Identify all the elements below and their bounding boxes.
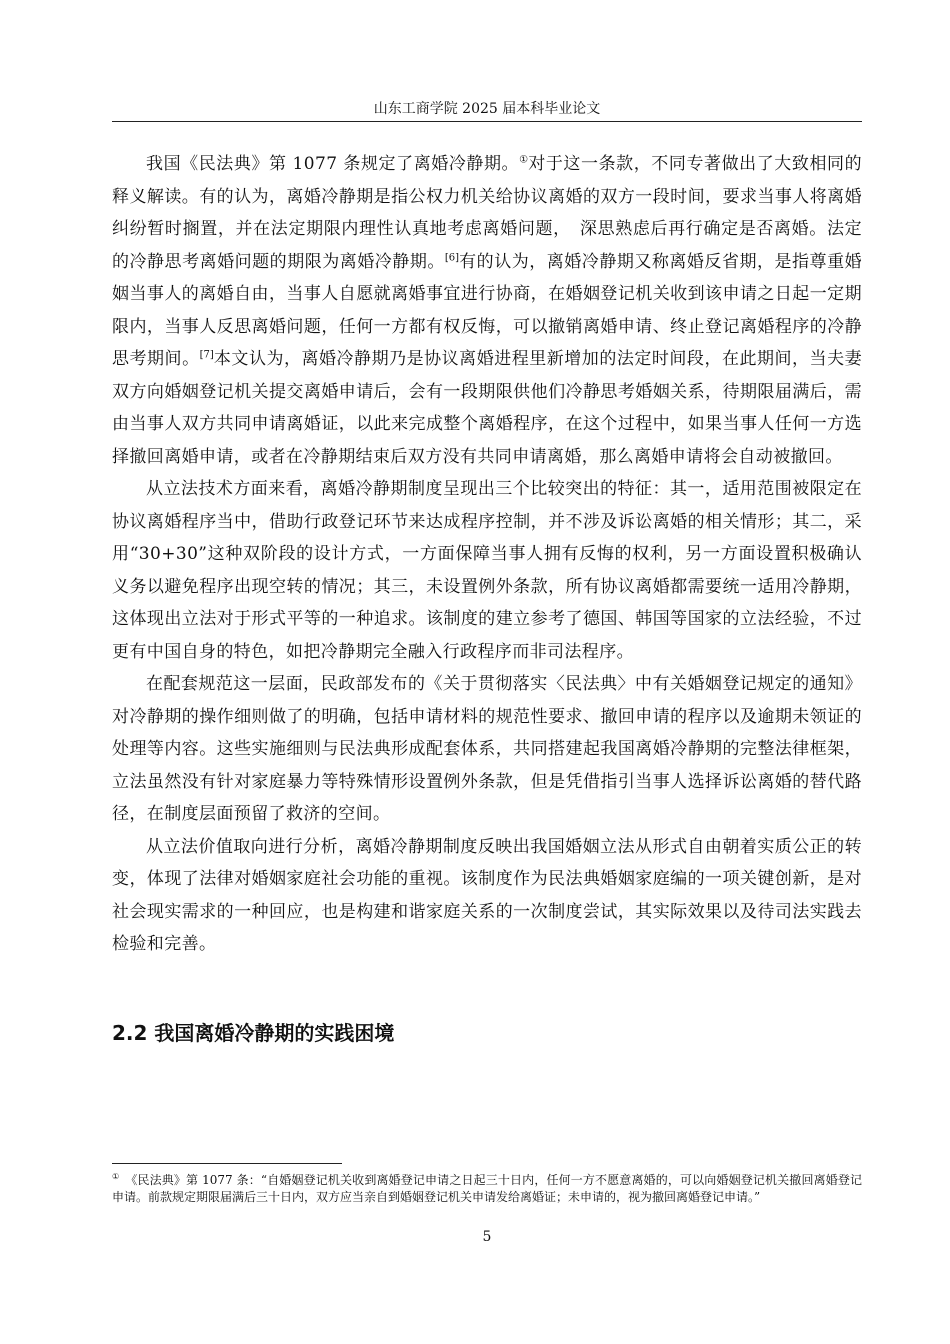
- paragraph-1-part-1: 我国《民法典》第 1077 条规定了离婚冷静期。: [146, 154, 520, 174]
- section-heading: 2.2 我国离婚冷静期的实践困境: [112, 1021, 395, 1045]
- citation-6: [6]: [444, 251, 460, 263]
- footnote-mark: ①: [112, 1172, 120, 1181]
- page-header: 山东工商学院 2025 届本科毕业论文: [373, 101, 601, 117]
- header-rule: [112, 121, 862, 122]
- paragraph-1: [112, 148, 862, 473]
- footnote-text: 《民法典》第 1077 条：“自婚姻登记机关收到离婚登记申请之日起三十日内，任何一方不愿意离婚的，可以向婚姻登记机关撤回离婚登记申请。前款规定期限届满后三十日内，双方应当亲自到婚姻登记机关申请发给离婚证；未申请的，视为撤回离婚登记申请。”: [112, 1173, 863, 1204]
- footnote-marker: ①: [519, 154, 529, 166]
- paragraph-1-part-4: 本文认为，离婚冷静期乃是协议离婚进程里新增加的法定时间段，在此期间，当夫妻双方向婚姻登记机关提交离婚申请后，会有一段期限供他们冷静思考婚姻关系，待期限届满后，需由当事人双方共同申请离婚证，以此来完成整个离婚程序，在这个过程中，如果当事人任何一方选择撤回离婚申请，或者在冷静期结束后双方没有共同申请离婚，那么离婚申请将会自动被撤回。: [112, 349, 862, 467]
- paragraph-2: 从立法技术方面来看，离婚冷静期制度呈现出三个比较突出的特征：其一，适用范围被限定在协议离婚程序当中，借助行政登记环节来达成程序控制，并不涉及诉讼离婚的相关情形；其二，采用“30+30”这种双阶段的设计方式，一方面保障当事人拥有反悔的权利，另一方面设置积极确认义务以避免程序出现空转的情况；其三，未设置例外条款，所有协议离婚都需要统一适用冷静期，这体现出立法对于形式平等的一种追求。该制度的建立参考了德国、韩国等国家的立法经验，不过更有中国自身的特色，如把冷静期完全融入行政程序而非司法程序。: [112, 479, 862, 662]
- paragraph-1-part-2: 对于这一条款，不同专著做出了大致相同的释义解读。有的认为，离婚冷静期是指公权力机关给协议离婚的双方一段时间，要求当事人将离婚纠纷暂时搁置，并在法定期限内理性认真地考虑离婚问题， 深思熟虑后再行确定是否离婚。法定的冷静思考离婚问题的期限为离婚冷静期。: [112, 154, 862, 272]
- footnote: [112, 1168, 862, 1206]
- footnote-rule: [112, 1163, 342, 1164]
- paragraph-1-part-3: 有的认为，离婚冷静期又称离婚反省期，是指尊重婚姻当事人的离婚自由，当事人自愿就离婚事宜进行协商，在婚姻登记机关收到该申请之日起一定期限内，当事人反思离婚问题，任何一方都有权反悔，可以撤销离婚申请、终止登记离婚程序的冷静思考期间。: [112, 251, 862, 369]
- paragraph-4: 从立法价值取向进行分析，离婚冷静期制度反映出我国婚姻立法从形式自由朝着实质公正的转变，体现了法律对婚姻家庭社会功能的重视。该制度作为民法典婚姻家庭编的一项关键创新，是对社会现实需求的一种回应，也是构建和谐家庭关系的一次制度尝试，其实际效果以及待司法实践去检验和完善。: [112, 836, 862, 954]
- body-text: [112, 148, 862, 961]
- page-number: 5: [482, 1229, 492, 1245]
- paragraph-3: 在配套规范这一层面，民政部发布的《关于贯彻落实〈民法典〉中有关婚姻登记规定的通知》对冷静期的操作细则做了的明确，包括申请材料的规范性要求、撤回申请的程序以及逾期未领证的处理等内容。这些实施细则与民法典形成配套体系，共同搭建起我国离婚冷静期的完整法律框架，立法虽然没有针对家庭暴力等特殊情形设置例外条款，但是凭借指引当事人选择诉讼离婚的替代路径，在制度层面预留了救济的空间。: [112, 674, 862, 824]
- citation-7: [7]: [199, 349, 214, 361]
